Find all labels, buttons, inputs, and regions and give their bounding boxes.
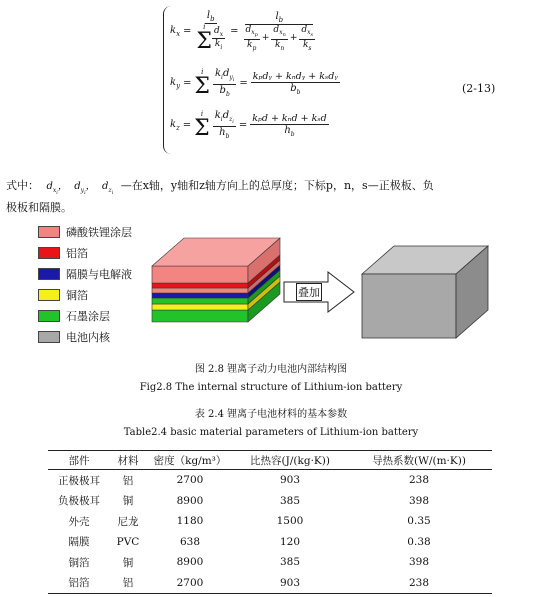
legend-swatch (38, 289, 60, 301)
equation-ky: $k_y$ = i Σ $\frac{k_id_{y_i}}{b_b}$ = $\frac{\text{kₚdᵧ + kₙdᵧ + kₛdᵧ}}{b_b}$ (170, 67, 338, 99)
table-row: 负极极耳 铜 8900 385 398 (58, 494, 430, 508)
table-row: 正极极耳 铝 2700 903 238 (58, 474, 430, 487)
header-density: 密度（kg/m³） (146, 451, 234, 470)
legend-swatch (38, 226, 60, 238)
battery-core-box (362, 246, 488, 338)
table-header-row (48, 451, 492, 470)
legend-swatch (38, 331, 60, 343)
table-row: 隔膜 PVC 638 120 0.38 (68, 535, 431, 549)
legend-item-battery-core: 电池内核 (38, 329, 110, 344)
legend-item-copper-foil: 铜箔 (38, 287, 88, 302)
table-caption-cn: 表 2.4 锂离子电池材料的基本参数 (194, 409, 348, 420)
equation-kx: $k_x$ = $l_b$ i Σ $\frac{d_x}{k_i}$ = $l_b$ $\frac{d_{x_p}}{k_p}$ + $\frac{d_{x_n}}{k_n}$ + $\frac{d_{x_s}}{k_s}$ (170, 6, 317, 56)
kx-fraction-1: $l_b$ i Σ $\frac{d_x}{k_i}$ (196, 9, 224, 54)
kx-fraction-2: $l_b$ $\frac{d_{x_p}}{k_p}$ + $\frac{d_{x_n}}{k_n}$ + $\frac{d_{x_s}}{k_s}$ (245, 10, 314, 52)
figure-caption-en: Fig2.8 The internal structure of Lithium-ion battery (139, 382, 403, 393)
table-row: 外壳 尼龙 1180 1500 0.35 (68, 515, 431, 528)
legend-item-aluminum-foil: 铝箔 (38, 245, 88, 260)
equation-number: (2-13) (462, 82, 496, 95)
paragraph-line-2: 极板和隔膜。 (6, 201, 72, 214)
header-specific-heat: 比热容(J/(kg·K)) (234, 451, 346, 470)
table-caption-en: Table2.4 basic material parameters of Lithium-ion battery (123, 427, 419, 438)
header-part: 部件 (48, 451, 110, 470)
legend-item-lfp-coating: 磷酸铁锂涂层 (38, 224, 132, 239)
legend-swatch (38, 268, 60, 280)
header-thermal-conductivity: 导热系数(W/(m·K)) (346, 451, 492, 470)
equation-kz: $k_z$ = i Σ $\frac{k_id_{z_i}}{h_b}$ = $\frac{\text{kₚd + kₙd + kₛd}}{h_b}$ (170, 109, 327, 141)
table-row: 铝箔 铝 2700 903 238 (48, 573, 492, 594)
arrow-label: 叠加 (296, 283, 322, 301)
legend-item-separator: 隔膜与电解液 (38, 266, 132, 281)
figure-caption-cn: 图 2.8 锂离子动力电池内部结构图 (194, 364, 348, 375)
table-row: 铜箔 铜 8900 385 398 (68, 556, 430, 569)
layered-cell (152, 238, 280, 322)
legend-swatch (38, 310, 60, 322)
paragraph-line-1: 式中： $d_{x_i}$， $d_{y_i}$， $d_{z_i}$ —在x轴，y轴和z轴方向上的总厚度；下标p，n，s—正极板、负 (6, 179, 434, 197)
legend-item-graphite-coating: 石墨涂层 (38, 308, 110, 323)
legend-swatch (38, 247, 60, 259)
battery-structure-figure (148, 232, 540, 342)
header-material: 材料 (110, 451, 146, 470)
material-parameters-table (48, 450, 492, 594)
